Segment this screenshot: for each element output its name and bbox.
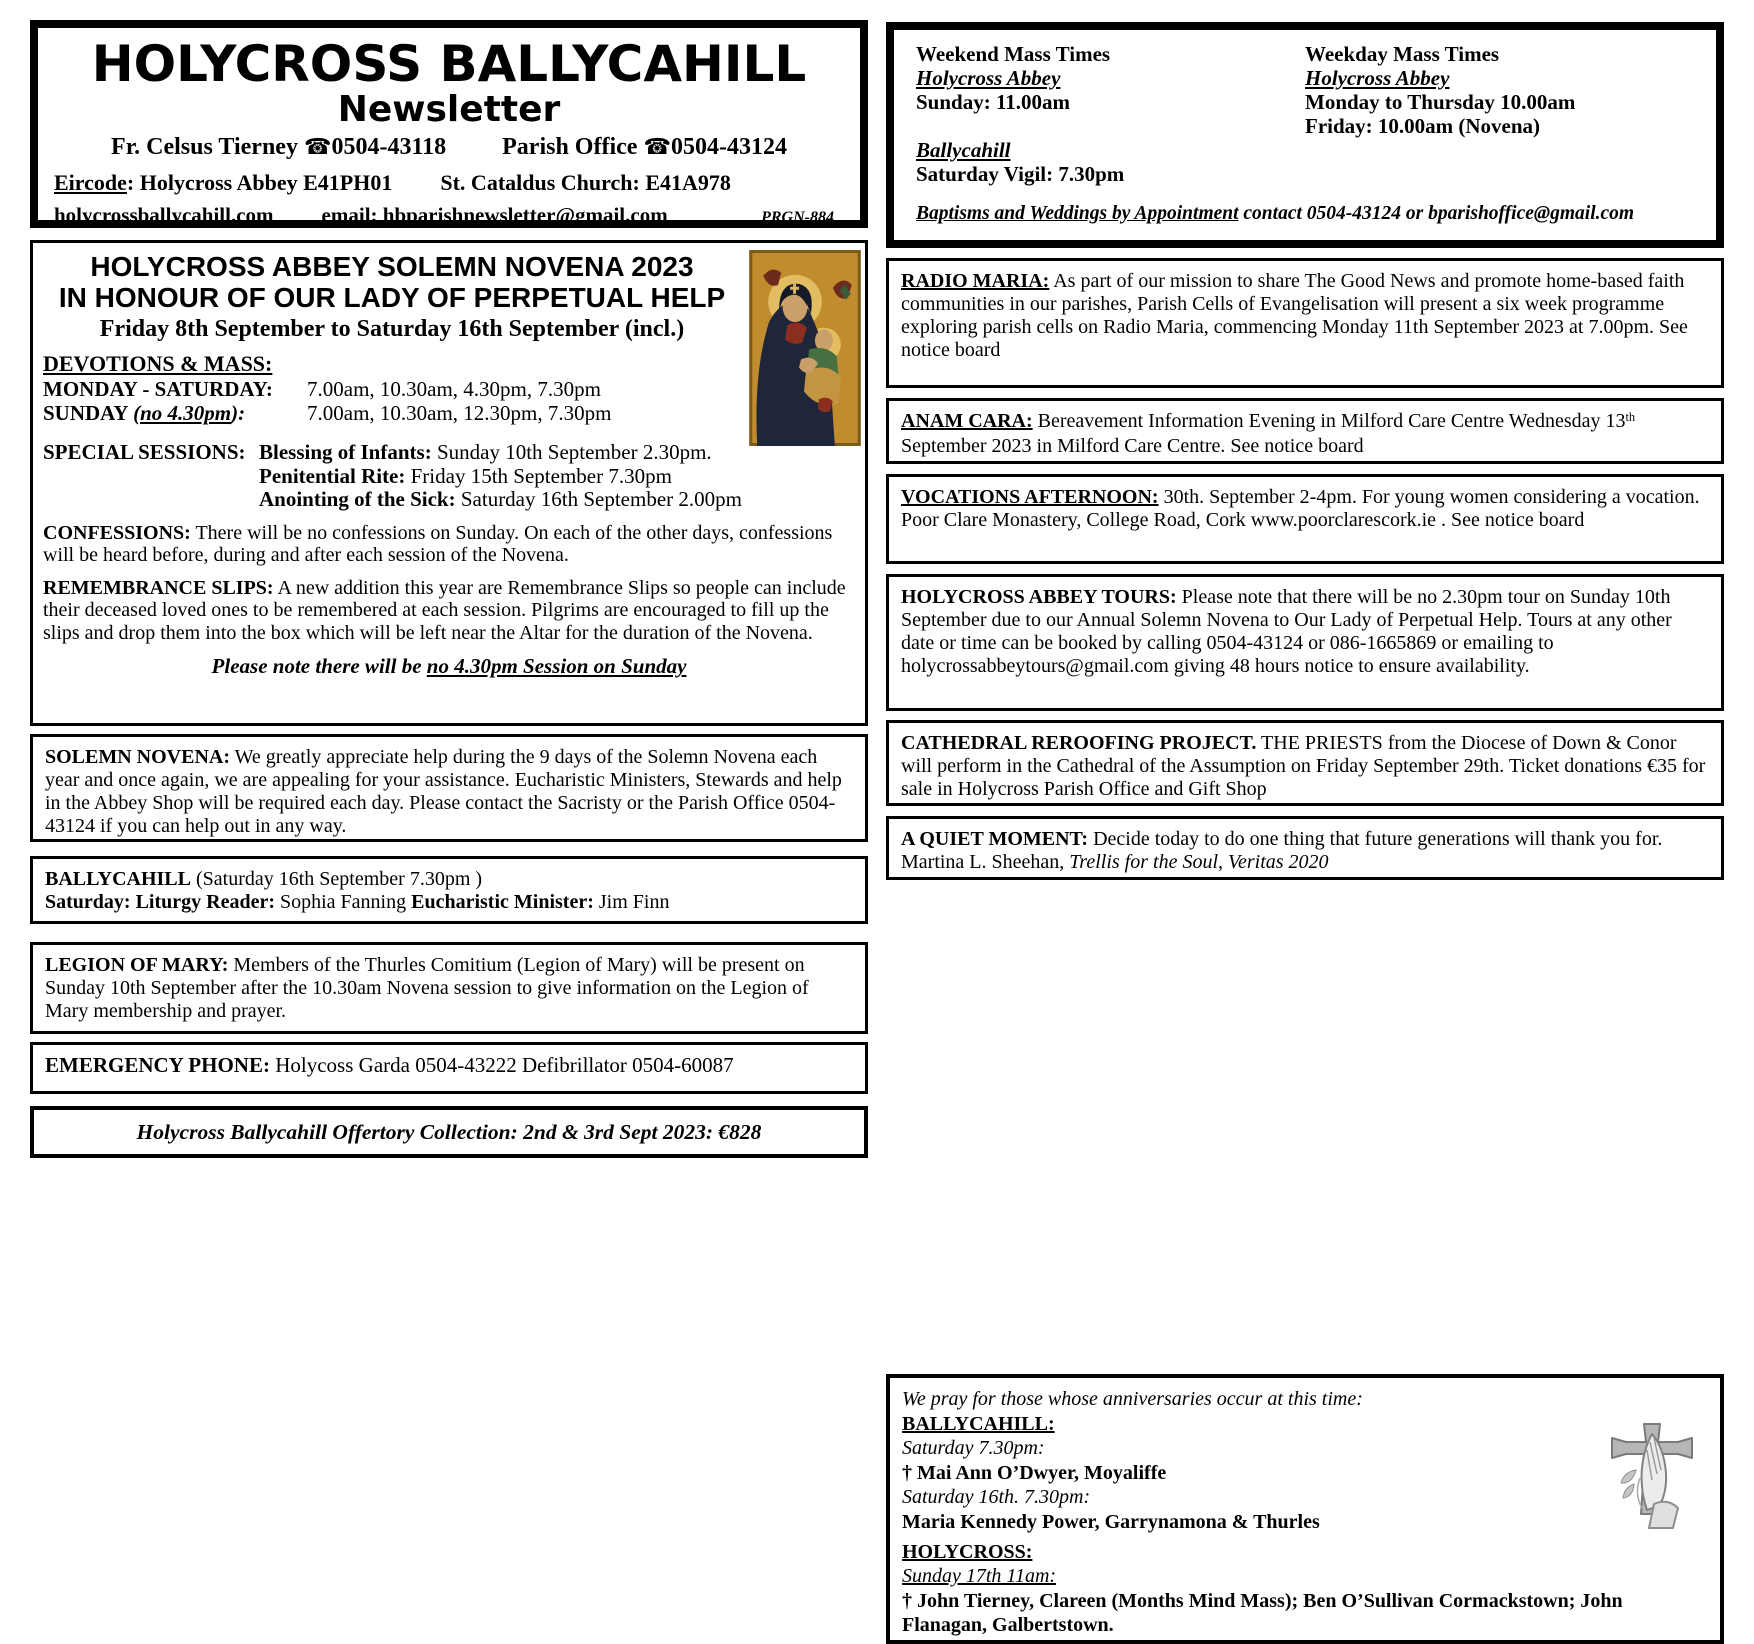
offertory-section — [30, 1106, 868, 1158]
holycross-heading: HOLYCROSS: — [902, 1540, 1033, 1563]
anniversary-time: Sunday 17th 11am: — [902, 1565, 1057, 1588]
newsletter-title: HOLYCROSS BALLYCAHILL — [91, 35, 807, 93]
mass-times-row-weekdays — [43, 377, 855, 401]
abbey-tours-section: HOLYCROSS ABBEY TOURS: Please note that there will be no 2.30pm tour on Sunday 10th September due to our Annual Solemn Novena to Our Lady of Perpetual Help. Tours at any other date or time can be booked by calling 0504-43124 or 086-1665869 or emailing to holycrossabbeytours@gmail.com giving 48 hours notice to ensure availability. — [886, 574, 1724, 711]
masthead-box — [30, 20, 868, 228]
ballycahill-rota-section — [30, 856, 868, 924]
web-line — [54, 203, 844, 228]
newsletter-subtitle: Newsletter — [337, 89, 561, 130]
weekday-mass-column — [1305, 42, 1694, 186]
mass-times-row-sunday — [43, 401, 855, 425]
weekend-mass-column — [916, 42, 1305, 186]
eircode-line — [54, 170, 844, 196]
abbey-name: Holycross Abbey — [916, 66, 1061, 90]
abbey-sunday-time: Sunday: 11.00am — [916, 90, 1071, 114]
anniversary-time: Saturday 16th. 7.30pm: — [902, 1486, 1091, 1509]
special-sessions-list — [259, 441, 742, 512]
anniversary-names: † Mai Ann O’Dwyer, Moyaliffe — [902, 1461, 1167, 1484]
solemn-novena-section: SOLEMN NOVENA: We greatly appreciate help during the 9 days of the Solemn Novena each year and once again, we are appealing for your assistance. Eucharistic Ministers, Stewards and help in the Abbey Shop will be required each day. Please contact the Sacristy or the Parish Office 0504-43124 if you can help out in any way. — [30, 734, 868, 842]
novena-title-1: HOLYCROSS ABBEY SOLEMN NOVENA 2023 — [90, 251, 694, 282]
website-text: holycrossballycahill.com — [54, 203, 274, 227]
ballycahill-vigil-time: Saturday Vigil: 7.30pm — [916, 162, 1125, 186]
contact-line — [38, 134, 860, 161]
session-item: Anointing of the Sick: Saturday 16th September 2.00pm — [259, 487, 742, 511]
vocations-section: VOCATIONS AFTERNOON: 30th. September 2-4pm. For young women considering a vocation. Poor Clare Monastery, College Road, Cork www.poorclarescork.ie . See notice board — [886, 474, 1724, 564]
rota-title-line: BALLYCAHILL (Saturday 16th September 7.30pm ) — [45, 868, 483, 890]
anniversary-names: Maria Kennedy Power, Garrynamona & Thurles — [902, 1510, 1320, 1533]
quiet-moment-section: A QUIET MOMENT: Decide today to do one thing that future generations will thank you for. Martina L. Sheehan, Trellis for the Soul, Veritas 2020 — [886, 816, 1724, 880]
offertory-text: Holycross Ballycahill Offertory Collection: 2nd & 3rd Sept 2023: €828 — [136, 1119, 762, 1144]
rota-detail-line: Saturday: Liturgy Reader: Sophia Fanning Eucharistic Minister: Jim Finn — [45, 891, 670, 913]
sunday-label: SUNDAY (no 4.30pm): — [43, 401, 246, 425]
radio-maria-section: RADIO MARIA: As part of our mission to share The Good News and promote home-based faith communities in our parishes, Parish Cells of Evangelisation will present a six week programme exploring parish cells on Radio Maria, commencing Monday 11th September 2023 at 7.00pm. See notice board — [886, 258, 1724, 388]
ballycahill-name: Ballycahill — [916, 138, 1011, 162]
anniversary-names: † John Tierney, Clareen (Months Mind Mass); Ben O’Sullivan Cormackstown; John Flanagan, Galbertstown. — [902, 1589, 1623, 1637]
monday-saturday-label: MONDAY - SATURDAY: — [43, 377, 273, 401]
issue-code: PRGN-884 — [761, 209, 834, 226]
sunday-session-note: Please note there will be no 4.30pm Session on Sunday — [211, 654, 687, 679]
weekday-time-1: Monday to Thursday 10.00am — [1305, 90, 1576, 114]
special-sessions — [43, 441, 855, 512]
anniversaries-section — [886, 1374, 1724, 1644]
ballycahill-heading: BALLYCAHILL: — [902, 1412, 1055, 1435]
remembrance-paragraph: REMEMBRANCE SLIPS: A new addition this year are Remembrance Slips so people can include their deceased loved ones to be remembered at each session. Pilgrims are encouraged to fill up the slips and drop them into the box which will be left near the Altar for the duration of the Novena. — [43, 576, 846, 644]
baptisms-line: Baptisms and Weddings by Appointment contact 0504-43124 or bparishoffice@gmail.com — [916, 203, 1635, 224]
email-text: email: hbparishnewsletter@gmail.com — [321, 203, 668, 227]
emergency-phone-section: EMERGENCY PHONE: Holycoss Garda 0504-43222 Defibrillator 0504-60087 — [30, 1042, 868, 1094]
novena-dates: Friday 8th September to Saturday 16th September (incl.) — [99, 316, 685, 342]
special-sessions-label: SPECIAL SESSIONS: — [43, 440, 246, 464]
weekday-mass-title: Weekday Mass Times — [1305, 42, 1500, 66]
session-item: Penitential Rite: Friday 15th September 7.30pm — [259, 463, 672, 488]
anniversary-time: Saturday 7.30pm: — [902, 1437, 1045, 1460]
weekend-mass-title: Weekend Mass Times — [916, 42, 1111, 66]
anam-cara-section: ANAM CARA: Bereavement Information Evening in Milford Care Centre Wednesday 13th September 2023 in Milford Care Centre. See notice board — [886, 398, 1724, 464]
devotions-heading: DEVOTIONS & MASS: — [43, 351, 273, 376]
office-phone: 0504-43124 — [670, 134, 787, 160]
office-label: Parish Office — [502, 134, 644, 160]
praying-hands-cross-icon — [1606, 1418, 1698, 1530]
confessions-paragraph: CONFESSIONS: There will be no confessions on Sunday. On each of the other days, confessions will be heard before, during and after each session of the Novena. — [43, 521, 833, 567]
priest-name: Fr. Celsus Tierney — [111, 134, 304, 160]
weekday-time-2: Friday: 10.00am (Novena) — [1305, 114, 1541, 138]
eircode-church: St. Cataldus Church: E41A978 — [440, 170, 731, 195]
monday-saturday-times: 7.00am, 10.30am, 4.30pm, 7.30pm — [307, 377, 601, 401]
telephone-icon: ☎ — [303, 135, 332, 160]
telephone-icon: ☎ — [643, 135, 671, 160]
cathedral-reroofing-section: CATHEDRAL REROOFING PROJECT. THE PRIESTS from the Diocese of Down & Conor will perform in the Cathedral of the Assumption on Friday September 29th. Ticket donations €35 for sale in Holycross Parish Office and Gift Shop — [886, 720, 1724, 806]
session-item: Blessing of Infants: Sunday 10th September 2.30pm. — [259, 440, 712, 464]
eircode-abbey: : Holycross Abbey E41PH01 — [126, 170, 393, 195]
legion-of-mary-section: LEGION OF MARY: Members of the Thurles Comitium (Legion of Mary) will be present on Sunday 10th September after the 10.30am Novena session to give information on the Legion of Mary membership and prayer. — [30, 942, 868, 1034]
novena-section — [30, 240, 868, 726]
our-lady-of-perpetual-help-icon — [749, 250, 861, 446]
anniversaries-intro: We pray for those whose anniversaries occur at this time: — [902, 1388, 1363, 1410]
eircode-label: Eircode — [54, 170, 127, 195]
sunday-times: 7.00am, 10.30am, 12.30pm, 7.30pm — [307, 401, 612, 425]
novena-title-2: IN HONOUR OF OUR LADY OF PERPETUAL HELP — [58, 282, 726, 313]
priest-phone: 0504-43118 — [331, 134, 447, 160]
mass-times-box — [886, 22, 1724, 248]
abbey-name: Holycross Abbey — [1305, 66, 1450, 90]
